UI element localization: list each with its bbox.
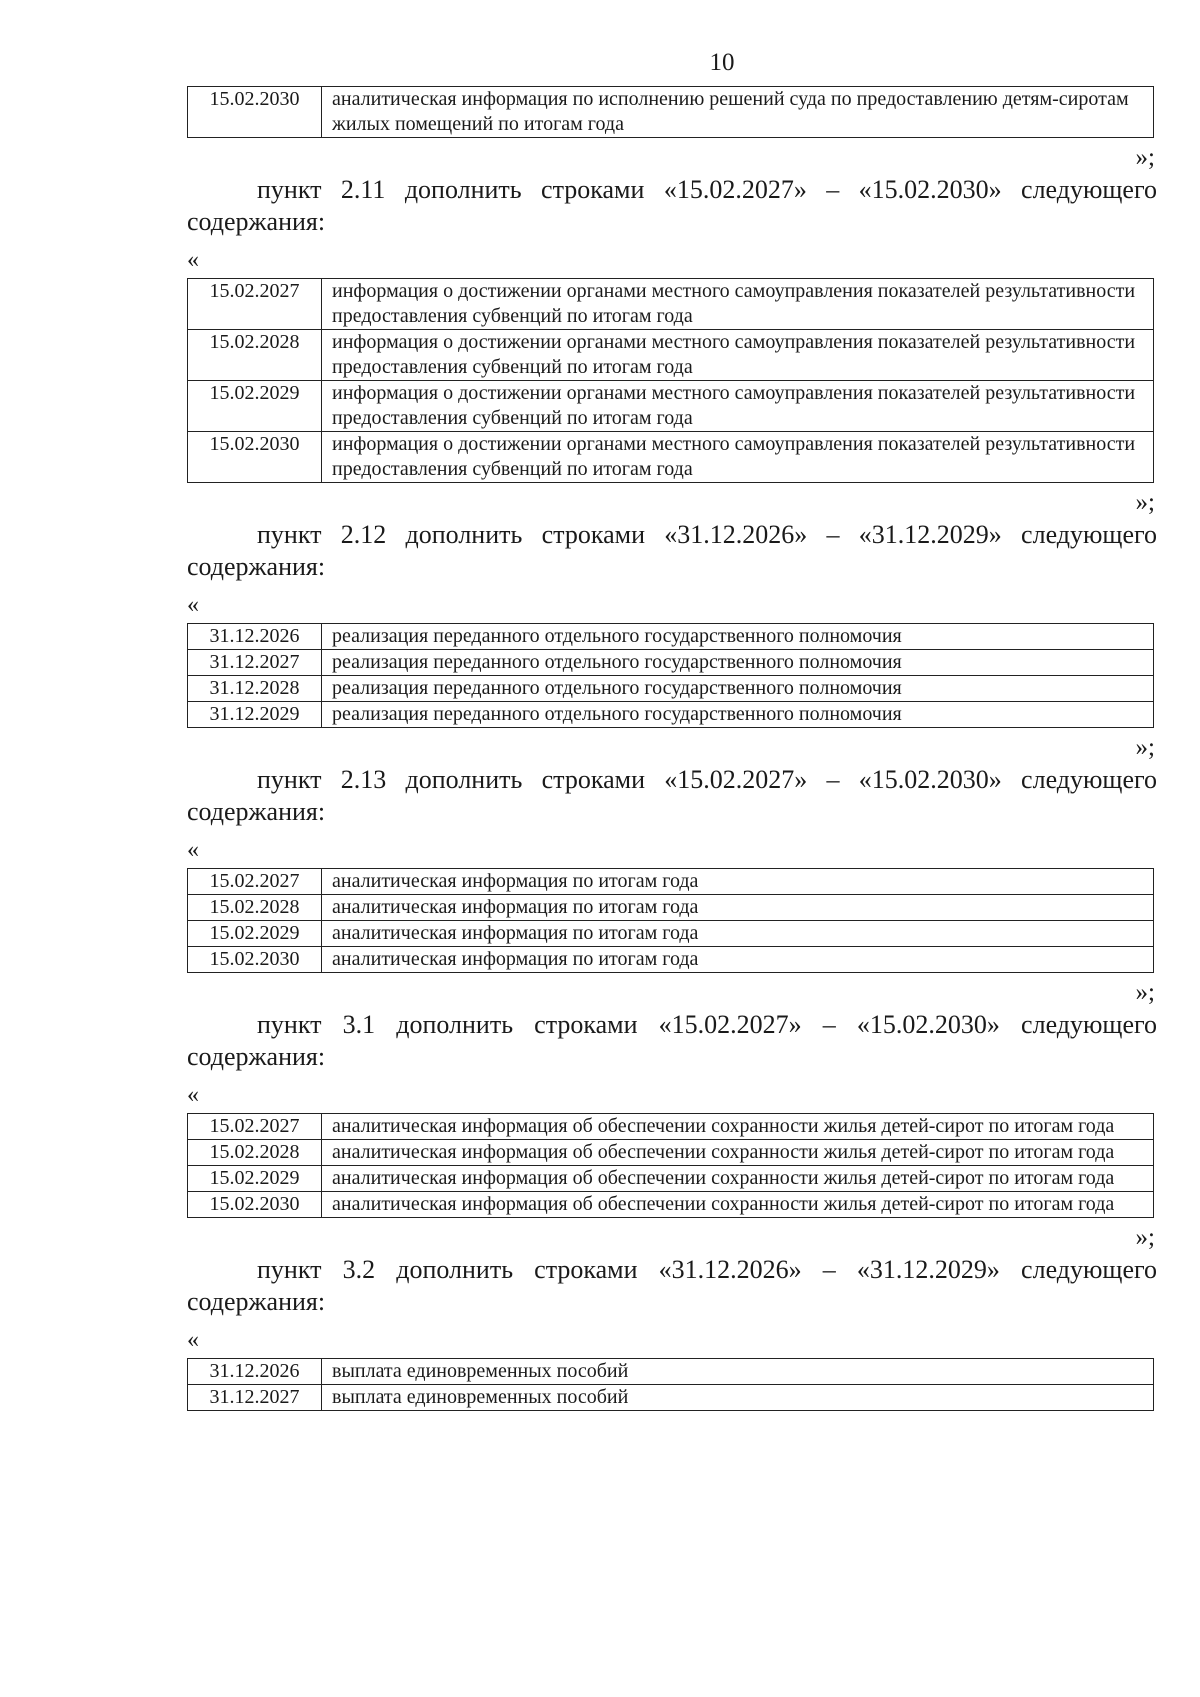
table-row	[188, 432, 1154, 483]
section-3-1	[187, 1009, 1157, 1252]
table-row	[188, 381, 1154, 432]
row-text: информация о достижении органами местного самоуправления показателей результативности предоставления субвенций по итогам года	[322, 432, 1154, 483]
row-date: 31.12.2027	[188, 650, 322, 676]
row-date: 15.02.2030	[188, 87, 322, 138]
row-date: 15.02.2028	[188, 1140, 322, 1166]
document-page	[187, 40, 1157, 1411]
row-date: 31.12.2027	[188, 1385, 322, 1411]
row-text: аналитическая информация об обеспечении сохранности жилья детей-сирот по итогам года	[322, 1166, 1154, 1192]
opening-quote: «	[187, 592, 199, 618]
row-date: 31.12.2026	[188, 1359, 322, 1385]
section-2-11	[187, 174, 1157, 517]
row-date: 15.02.2027	[188, 869, 322, 895]
row-text: информация о достижении органами местного самоуправления показателей результативности предоставления субвенций по итогам года	[322, 381, 1154, 432]
table-row	[188, 624, 1154, 650]
table-row	[188, 1140, 1154, 1166]
row-date: 15.02.2030	[188, 947, 322, 973]
closing-quote: »;	[1135, 979, 1155, 1006]
table-row	[188, 1192, 1154, 1218]
row-date: 31.12.2029	[188, 702, 322, 728]
table-row	[188, 676, 1154, 702]
section-paragraph: пункт 3.2 дополнить строками «31.12.2026» – «31.12.2029» следующего содержания:	[187, 1255, 1157, 1316]
row-text: реализация переданного отдельного государственного полномочия	[322, 624, 1154, 650]
row-date: 15.02.2029	[188, 921, 322, 947]
row-date: 15.02.2029	[188, 1166, 322, 1192]
section-paragraph: пункт 2.13 дополнить строками «15.02.2027» – «15.02.2030» следующего содержания:	[187, 765, 1157, 826]
row-date: 31.12.2028	[188, 676, 322, 702]
row-date: 15.02.2030	[188, 1192, 322, 1218]
section-table	[187, 1358, 1154, 1411]
page-number: 10	[709, 49, 735, 76]
section-paragraph: пункт 2.11 дополнить строками «15.02.2027» – «15.02.2030» следующего содержания:	[187, 175, 1157, 236]
table-row	[188, 1114, 1154, 1140]
row-text: информация о достижении органами местного самоуправления показателей результативности предоставления субвенций по итогам года	[322, 279, 1154, 330]
row-text: выплата единовременных пособий	[322, 1385, 1154, 1411]
closing-quote: »;	[1135, 1224, 1155, 1251]
table-row	[188, 869, 1154, 895]
table-row	[188, 947, 1154, 973]
table-row	[188, 279, 1154, 330]
row-text: аналитическая информация по итогам года	[322, 869, 1154, 895]
opening-quote: «	[187, 247, 199, 273]
row-date: 15.02.2028	[188, 330, 322, 381]
opening-quote: «	[187, 1082, 199, 1108]
section-3-2	[187, 1254, 1157, 1411]
table-row	[188, 1359, 1154, 1385]
table-row	[188, 895, 1154, 921]
section-table	[187, 1113, 1154, 1218]
table-row	[188, 921, 1154, 947]
row-text: аналитическая информация по исполнению решений суда по предоставлению детям-сиротам жилых помещений по итогам года	[322, 87, 1154, 138]
table-row	[188, 650, 1154, 676]
row-text: аналитическая информация об обеспечении сохранности жилья детей-сирот по итогам года	[322, 1140, 1154, 1166]
closing-quote: »;	[1135, 489, 1155, 516]
section-2-13	[187, 764, 1157, 1007]
opening-quote: «	[187, 1327, 199, 1353]
row-text: информация о достижении органами местного самоуправления показателей результативности предоставления субвенций по итогам года	[322, 330, 1154, 381]
row-date: 15.02.2029	[188, 381, 322, 432]
section-paragraph: пункт 2.12 дополнить строками «31.12.2026» – «31.12.2029» следующего содержания:	[187, 520, 1157, 581]
table-row	[188, 330, 1154, 381]
row-date: 15.02.2028	[188, 895, 322, 921]
row-text: реализация переданного отдельного государственного полномочия	[322, 676, 1154, 702]
row-date: 15.02.2027	[188, 1114, 322, 1140]
first-table	[187, 86, 1154, 138]
row-date: 15.02.2030	[188, 432, 322, 483]
row-text: реализация переданного отдельного государственного полномочия	[322, 650, 1154, 676]
row-text: аналитическая информация по итогам года	[322, 921, 1154, 947]
table-row	[188, 702, 1154, 728]
row-text: аналитическая информация по итогам года	[322, 947, 1154, 973]
section-table	[187, 868, 1154, 973]
row-date: 15.02.2027	[188, 279, 322, 330]
section-2-12	[187, 519, 1157, 762]
row-text: выплата единовременных пособий	[322, 1359, 1154, 1385]
row-date: 31.12.2026	[188, 624, 322, 650]
table-row	[188, 1385, 1154, 1411]
closing-quote: »;	[1135, 734, 1155, 761]
table-row	[188, 1166, 1154, 1192]
section-table	[187, 278, 1154, 483]
row-text: аналитическая информация об обеспечении сохранности жилья детей-сирот по итогам года	[322, 1192, 1154, 1218]
table-row	[188, 87, 1154, 138]
closing-quote: »;	[1135, 144, 1155, 171]
row-text: аналитическая информация по итогам года	[322, 895, 1154, 921]
section-table	[187, 623, 1154, 728]
section-paragraph: пункт 3.1 дополнить строками «15.02.2027» – «15.02.2030» следующего содержания:	[187, 1010, 1157, 1071]
row-text: реализация переданного отдельного государственного полномочия	[322, 702, 1154, 728]
row-text: аналитическая информация об обеспечении сохранности жилья детей-сирот по итогам года	[322, 1114, 1154, 1140]
opening-quote: «	[187, 837, 199, 863]
